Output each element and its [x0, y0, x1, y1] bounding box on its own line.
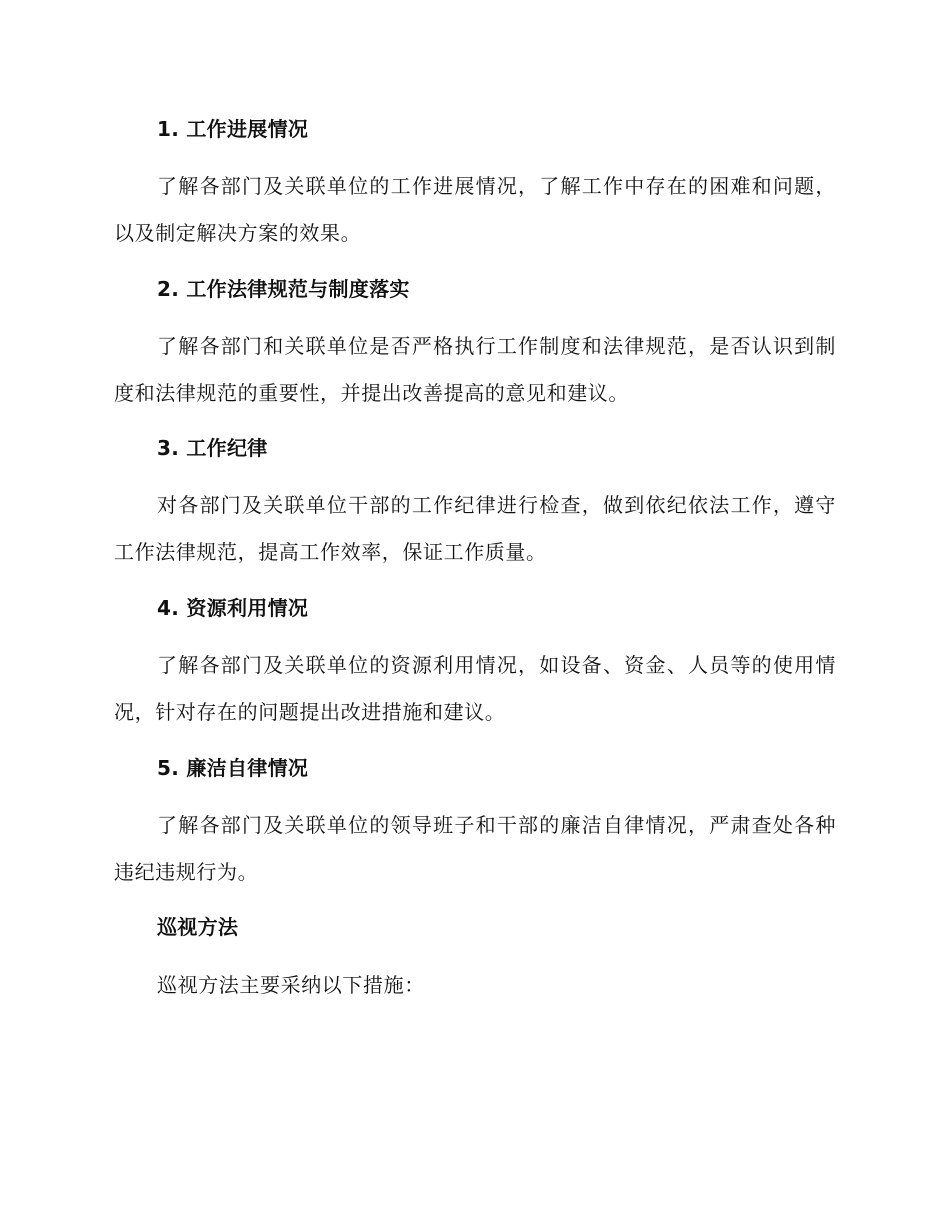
method-heading: 巡视方法	[157, 915, 239, 939]
section-4-heading: 4. 资源利用情况	[157, 596, 309, 620]
section-1-heading: 1. 工作进展情况	[157, 117, 309, 141]
section-2-heading: 2. 工作法律规范与制度落实	[157, 277, 410, 301]
method-body: 巡视方法主要采纳以下措施：	[157, 973, 425, 997]
section-2-body: 了解各部门和关联单位是否严格执行工作制度和法律规范，是否认识到制度和法律规范的重要性，并提出改善提高的意见和建议。	[114, 334, 836, 405]
section-5-body: 了解各部门及关联单位的领导班子和干部的廉洁自律情况，严肃查处各种违纪违规行为。	[114, 813, 836, 884]
section-5-heading: 5. 廉洁自律情况	[157, 756, 309, 780]
section-3-heading: 3. 工作纪律	[157, 436, 268, 460]
section-3-body: 对各部门及关联单位干部的工作纪律进行检查，做到依纪依法工作，遵守工作法律规范，提高工作效率，保证工作质量。	[114, 493, 836, 564]
section-1-body: 了解各部门及关联单位的工作进展情况，了解工作中存在的困难和问题，以及制定解决方案的效果。	[114, 174, 836, 245]
section-4-body: 了解各部门及关联单位的资源利用情况，如设备、资金、人员等的使用情况，针对存在的问题提出改进措施和建议。	[114, 653, 836, 724]
